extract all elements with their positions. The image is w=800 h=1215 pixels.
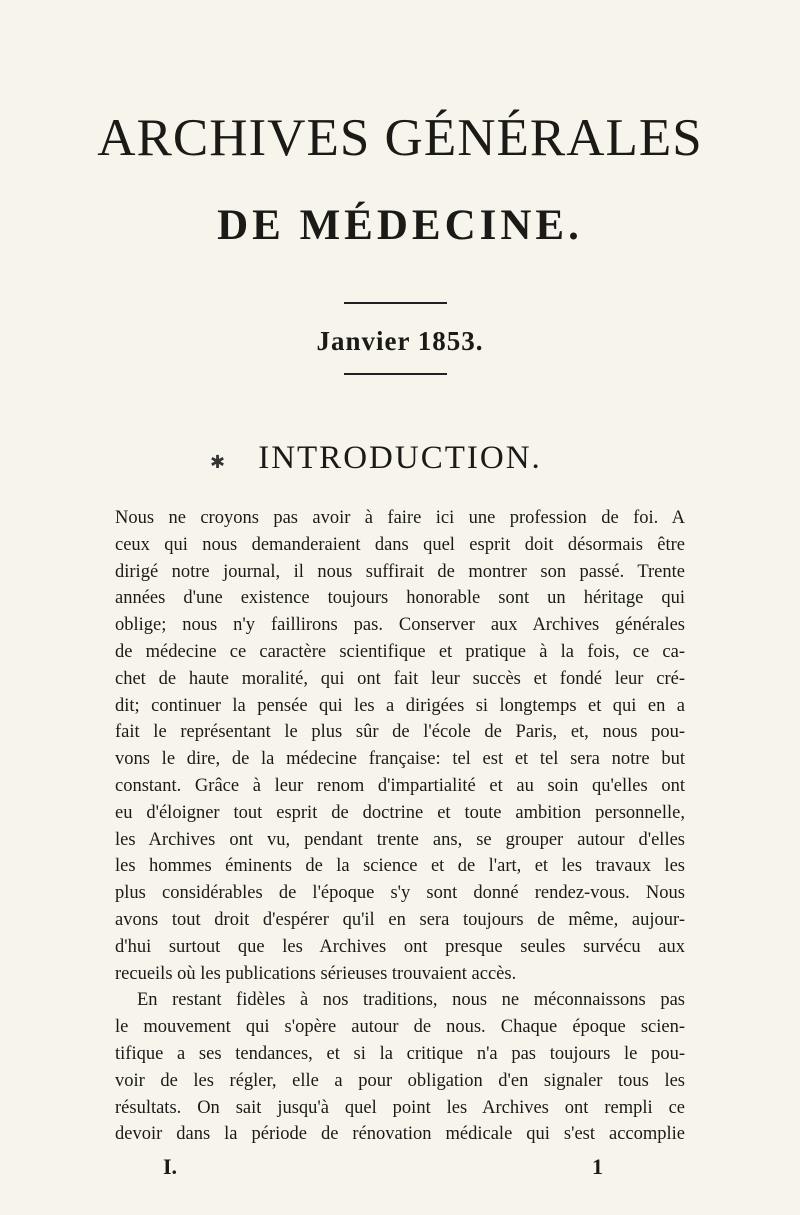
body-line: les Archives ont vu, pendant trente ans, se grouper autour d'elles (115, 829, 685, 850)
body-line: constant. Grâce à leur renom d'impartialité et au soin qu'elles ont (115, 775, 685, 796)
body-line: ceux qui nous demanderaient dans quel esprit doit désormais être (115, 534, 685, 555)
divider-rule-bottom (344, 373, 447, 375)
signature-mark: I. (163, 1154, 178, 1179)
body-line: vons le dire, de la médecine française: tel est et tel sera notre but (115, 749, 685, 770)
body-text (115, 505, 685, 1148)
body-line: Nous ne croyons pas avoir à faire ici une profession de foi. A (115, 508, 685, 528)
journal-title-line1: ARCHIVES GÉNÉRALES (97, 109, 703, 167)
divider-rule-top (344, 302, 447, 304)
section-heading: INTRODUCTION. (258, 440, 542, 476)
page-number: 1 (592, 1154, 603, 1179)
body-line: recueils où les publications sérieuses trouvaient accès. (115, 963, 517, 984)
body-line: résultats. On sait jusqu'à quel point les Archives ont rempli ce (115, 1097, 685, 1118)
body-line: tifique a ses tendances, et si la critique n'a pas toujours le pou- (115, 1043, 685, 1064)
body-line: En restant fidèles à nos traditions, nous ne méconnaissons pas (137, 990, 685, 1011)
journal-title-line2: DE MÉDECINE. (217, 202, 583, 249)
body-line: le mouvement qui s'opère autour de nous. Chaque époque scien- (115, 1017, 685, 1038)
body-line: fait le représentant le plus sûr de l'école de Paris, et, nous pou- (115, 722, 685, 743)
body-line: avons tout droit d'espérer qu'il en sera toujours de même, aujour- (115, 909, 685, 930)
body-line: les hommes éminents de la science et de l'art, et les travaux les (115, 856, 685, 877)
body-line: oblige; nous n'y faillirons pas. Conserver aux Archives générales (115, 615, 685, 636)
body-line: dit; continuer la pensée qui les a dirigées si longtemps et qui en a (115, 695, 685, 716)
body-line: dirigé notre journal, il nous suffirait de montrer son passé. Trente (115, 561, 685, 582)
body-line: années d'une existence toujours honorable sont un héritage qui (115, 588, 685, 609)
body-line: eu d'éloigner tout esprit de doctrine et toute ambition personnelle, (115, 802, 685, 823)
issue-date: Janvier 1853. (316, 326, 484, 356)
ink-speck: ✱ (210, 452, 226, 472)
body-line: de médecine ce caractère scientifique et pratique à la fois, ce ca- (115, 641, 685, 662)
body-line: voir de les régler, elle a pour obligation d'en signaler tous les (115, 1070, 685, 1091)
body-line: plus considérables de l'époque s'y sont donné rendez-vous. Nous (115, 883, 685, 904)
body-line: chet de haute moralité, qui ont fait leur succès et fondé leur cré- (115, 668, 685, 689)
body-line: d'hui surtout que les Archives ont presque seules survécu aux (115, 936, 685, 957)
body-line: devoir dans la période de rénovation médicale qui s'est accomplie (115, 1124, 685, 1145)
